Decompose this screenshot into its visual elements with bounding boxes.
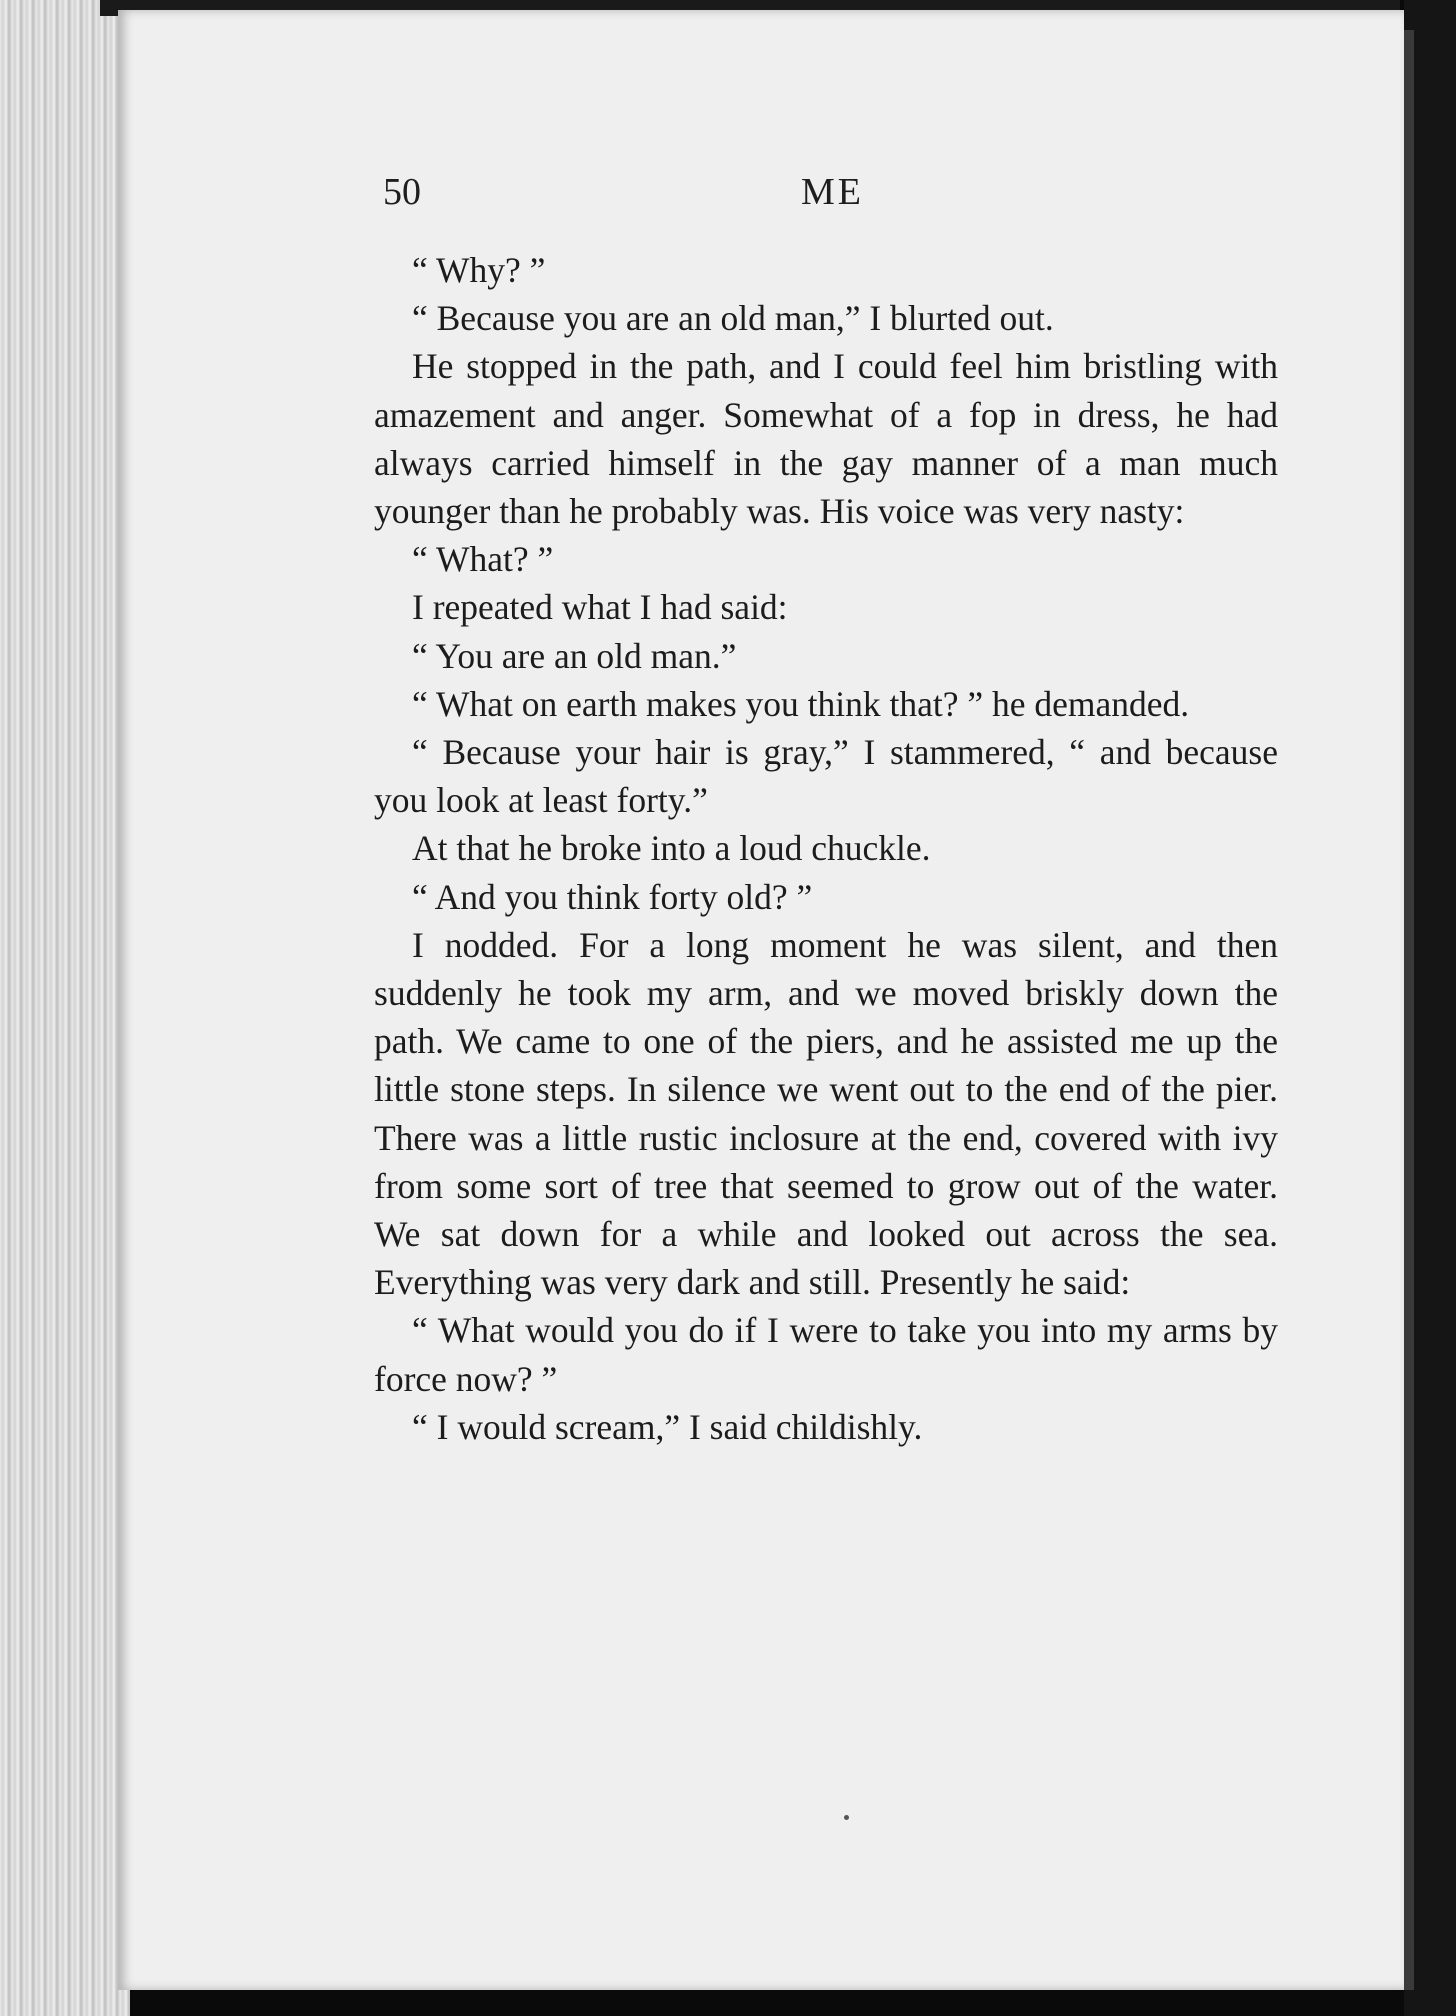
paragraph: “ What? ” <box>412 539 554 580</box>
right-edge-strip <box>1404 30 1414 1990</box>
paragraph: “ What on earth makes you think that? ” he demanded. <box>412 683 1190 724</box>
page-number: 50 <box>383 171 421 213</box>
paragraph: “ Because your hair is gray,” I stammered, “ and because you look at least forty.” <box>374 732 1278 821</box>
paragraph: He stopped in the path, and I could feel him bristling with amazement and anger. Somewhat of a fop in dress, he had always carried himself in the gay manner of a man much younger than he probably was. His voice was very nasty: <box>374 346 1278 532</box>
paragraph: “ You are an old man.” <box>412 635 737 676</box>
running-head <box>383 170 1283 220</box>
paragraph: “ What would you do if I were to take you into my arms by force now? ” <box>374 1310 1278 1399</box>
paragraph: “ Why? ” <box>412 250 546 290</box>
body-text <box>374 246 1278 1451</box>
paragraph: I repeated what I had said: <box>412 587 788 628</box>
page-edges <box>0 0 130 2016</box>
paragraph: I nodded. For a long moment he was silent, and then suddenly he took my arm, and we moved briskly down the path. We came to one of the piers, and he assisted me up the little stone steps. In silence we went out to the end of the pier. There was a little rustic inclosure at the end, covered with ivy from some sort of tree that seemed to grow out of the water. We sat down for a while and looked out across the sea. Everything was very dark and still. Presently he said: <box>374 924 1278 1303</box>
ink-dot <box>844 1815 849 1820</box>
paragraph: “ I would scream,” I said childishly. <box>412 1406 923 1447</box>
paragraph: At that he broke into a loud chuckle. <box>412 828 931 869</box>
paragraph: “ Because you are an old man,” I blurted out. <box>412 298 1054 339</box>
running-title: ME <box>801 171 864 213</box>
paragraph: “ And you think forty old? ” <box>412 876 813 917</box>
